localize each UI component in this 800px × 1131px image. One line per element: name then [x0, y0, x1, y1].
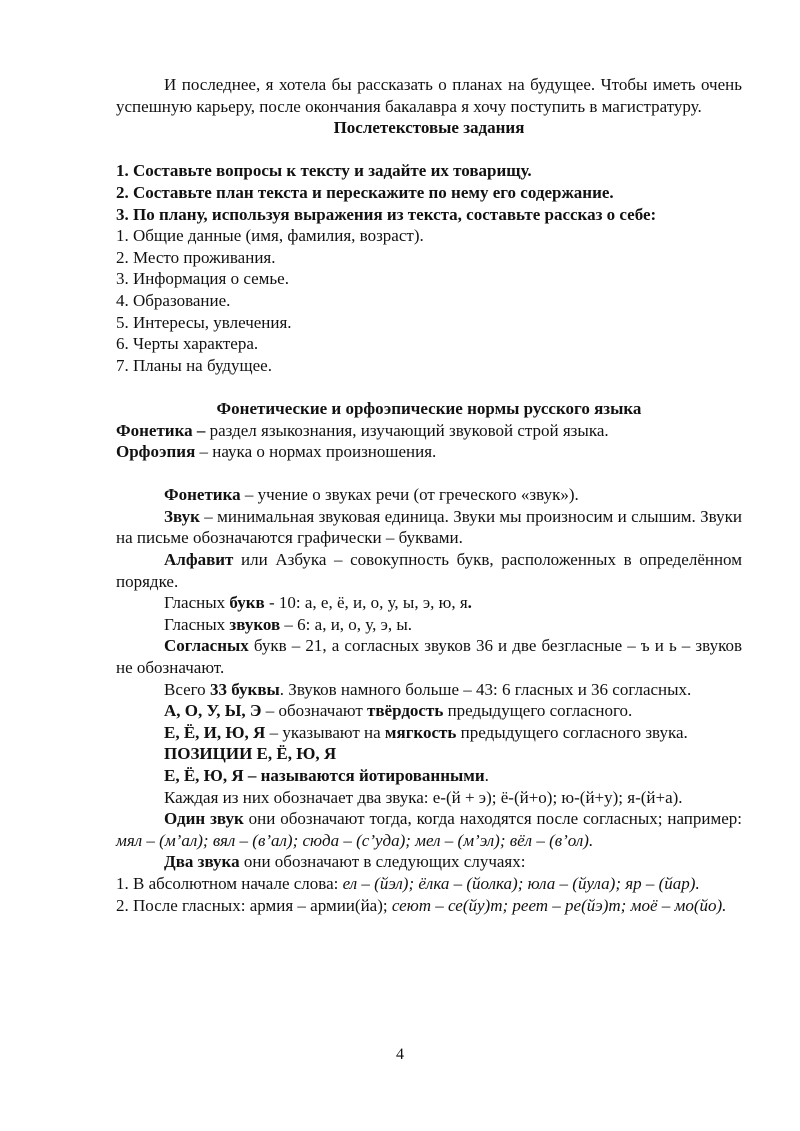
task-2: 2. Составьте план текста и перескажите по нему его содержание.	[116, 182, 614, 202]
plan-item: 4. Образование.	[116, 290, 231, 310]
paragraph-each: Каждая из них обозначает два звука: е-(й + э); ё-(й+о); ю-(й+у); я-(й+а).	[164, 787, 683, 807]
section-heading: Фонетические и орфоэпические нормы русского языка	[216, 398, 642, 418]
definition-phonetics: Фонетика – раздел языкознания, изучающий звуковой строй языка.	[116, 420, 609, 440]
paragraph-phonetics: Фонетика – учение о звуках речи (от греческого «звук»).	[164, 485, 579, 505]
page-number: 4	[396, 1046, 404, 1063]
document-page	[116, 74, 742, 916]
case-2: 2. После гласных: армия – армии(йа); сеют – се(йу)т; реет – ре(йэ)т; моё – мо(йо).	[116, 895, 727, 915]
definition-orthoepy: Орфоэпия – наука о нормах произношения.	[116, 442, 437, 462]
plan-item: 3. Информация о семье.	[116, 269, 289, 289]
paragraph-total: Всего 33 буквы. Звуков намного больше – 43: 6 гласных и 36 согласных.	[164, 679, 692, 699]
paragraph-sound: Звук – минимальная звуковая единица. Звуки мы произносим и слышим. Звуки на письме обозначаются графически – буквами.	[116, 506, 742, 548]
plan-item: 5. Интересы, увлечения.	[116, 312, 292, 332]
paragraph-two-sounds: Два звука они обозначают в следующих случаях:	[164, 852, 526, 872]
paragraph-hard-vowels: А, О, У, Ы, Э – обозначают твёрдость предыдущего согласного.	[164, 701, 633, 721]
paragraph-soft-vowels: Е, Ё, И, Ю, Я – указывают на мягкость предыдущего согласного звука.	[164, 722, 688, 742]
plan-item: 2. Место проживания.	[116, 247, 276, 267]
task-3: 3. По плану, используя выражения из текста, составьте рассказ о себе:	[116, 204, 657, 224]
paragraph-vowel-sounds: Гласных звуков – 6: а, и, о, у, э, ы.	[164, 614, 413, 634]
paragraph-alphabet: Алфавит или Азбука – совокупность букв, расположенных в определённом порядке.	[116, 550, 742, 591]
paragraph-vowel-letters: Гласных букв - 10: а, е, ё, и, о, у, ы, э, ю, я.	[164, 593, 472, 613]
plan-item: 7. Планы на будущее.	[116, 355, 272, 375]
paragraph-iotated: Е, Ё, Ю, Я – называются йотированными.	[164, 766, 489, 785]
task-1: 1. Составьте вопросы к тексту и задайте их товарищу.	[116, 161, 532, 181]
positions-heading: ПОЗИЦИИ Е, Ё, Ю, Я	[164, 744, 337, 764]
paragraph-one-sound: Один звук они обозначают тогда, когда находятся после согласных; например: мял – (м’ал); вял – (в’ал); сюда – (с’уда); мел – (м’эл); вёл – (в’ол).	[116, 809, 742, 850]
paragraph-consonants: Согласных букв – 21, а согласных звуков 36 и две безгласные – ъ и ь – звуков не обозначают.	[116, 636, 742, 678]
plan-item: 6. Черты характера.	[116, 334, 259, 354]
intro-paragraph: И последнее, я хотела бы рассказать о планах на будущее. Чтобы иметь очень успешную карьеру, после окончания бакалавра я хочу поступить в магистратуру.	[116, 75, 742, 116]
case-1: 1. В абсолютном начале слова: ел – (йэл); ёлка – (йолка); юла – (йула); яр – (йар).	[116, 873, 700, 893]
plan-item: 1. Общие данные (имя, фамилия, возраст).	[116, 226, 424, 246]
tasks-heading: Послетекстовые задания	[333, 118, 525, 138]
